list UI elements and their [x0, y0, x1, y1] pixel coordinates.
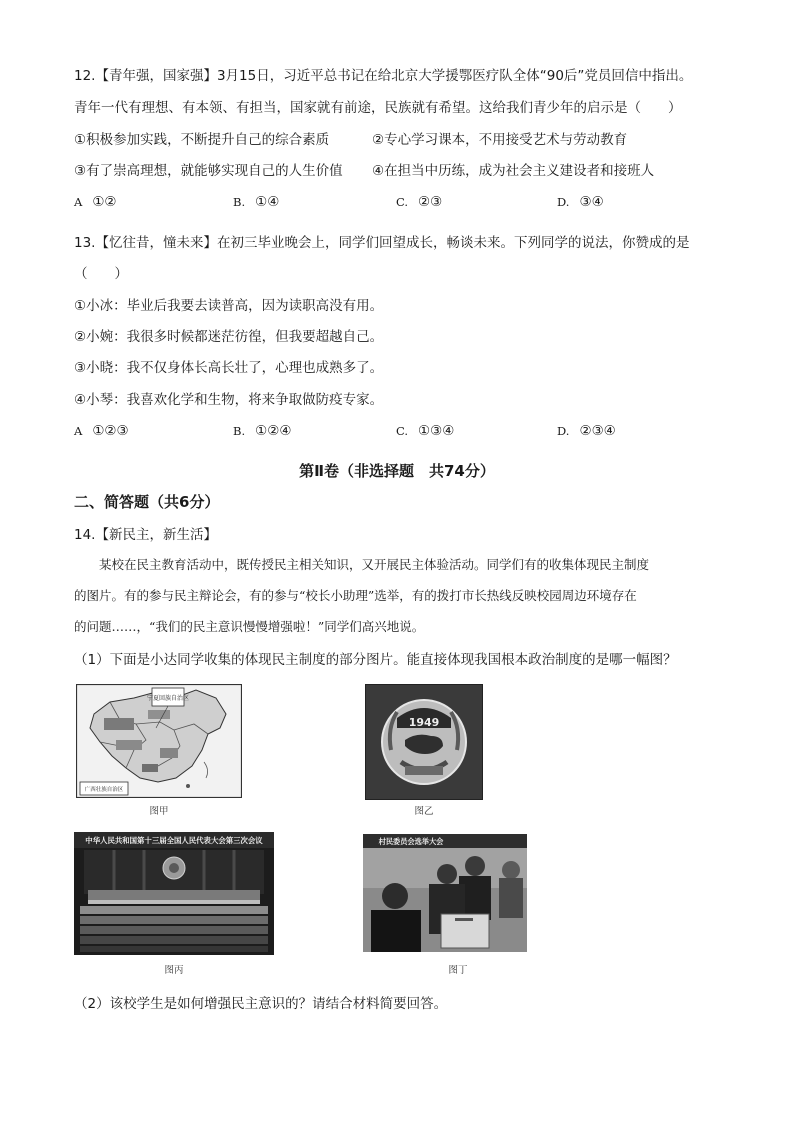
option-letter: D.	[557, 424, 570, 438]
option-text: ①③④	[418, 423, 455, 439]
q12-option-b[interactable]	[233, 193, 279, 211]
option-text: ②③④	[579, 423, 616, 439]
npc-banner: 中华人民共和国第十三届全国人民代表大会第三次会议	[85, 836, 263, 845]
q13-stem-line1: 13.【忆往昔，憧未来】在初三毕业晚会上，同学们回望成长，畅谈未来。下列同学的说法，你赞成的是	[74, 235, 690, 251]
figure-ding-village-election	[363, 834, 527, 952]
q13-item-2: ②小婉：我很多时候都迷茫彷徨，但我要超越自己。	[74, 329, 384, 345]
option-letter: A	[74, 195, 83, 209]
option-text: ①②③	[92, 423, 129, 439]
election-banner: 村民委员会选举大会	[378, 837, 444, 846]
q13-item-4: ④小琴：我喜欢化学和生物，将来争取做防疫专家。	[74, 392, 384, 408]
q14-sub2: （2）该校学生是如何增强民主意识的？请结合材料简要回答。	[74, 996, 448, 1012]
option-text: ①④	[255, 194, 280, 210]
option-letter: C.	[396, 424, 409, 438]
emblem-year: 1949	[408, 716, 440, 729]
q14-heading: 14.【新民主，新生活】	[74, 527, 217, 543]
figure-ding-caption: 图丁	[448, 965, 468, 976]
q12-stem-line2: 青年一代有理想、有本领、有担当，国家就有前途，民族就有希望。这给我们青少年的启示是（ ）	[74, 100, 682, 116]
section-ii-title: 第Ⅱ卷（非选择题 共74分）	[299, 462, 495, 480]
q12-option-c[interactable]	[396, 193, 442, 211]
q14-material-line3: 的问题……，“我们的民主意识慢慢增强啦！”同学们高兴地说。	[74, 619, 425, 634]
q13-item-1: ①小冰：毕业后我要去读普高，因为读职高没有用。	[74, 298, 384, 314]
q14-material-line2: 的图片。有的参与民主辩论会，有的参与“校长小助理”选举，有的拨打市长热线反映校园周边环境存在	[74, 588, 637, 603]
q12-item-3: ③有了崇高理想，就能够实现自己的人生价值	[74, 163, 343, 179]
figure-jia-caption: 图甲	[149, 806, 169, 817]
option-letter: B.	[233, 195, 246, 209]
q13-stem-line2: （ ）	[74, 266, 128, 282]
q14-material-line1: 某校在民主教育活动中，既传授民主相关知识，又开展民主体验活动。同学们有的收集体现民主制度	[74, 557, 650, 572]
map-label-ningxia: 宁夏回族自治区	[146, 695, 190, 702]
figure-bing-npc-hall	[74, 832, 274, 955]
q13-option-c[interactable]	[396, 422, 454, 440]
q14-sub1: （1）下面是小达同学收集的体现民主制度的部分图片。能直接体现我国根本政治制度的是哪一幅图？	[74, 652, 677, 668]
option-text: ③④	[579, 194, 604, 210]
q13-option-b[interactable]	[233, 422, 291, 440]
q12-option-a[interactable]	[74, 193, 117, 211]
option-letter: C.	[396, 195, 409, 209]
map-inset-label: 广西壮族自治区	[84, 787, 124, 793]
q13-item-3: ③小晓：我不仅身体长高长壮了，心理也成熟多了。	[74, 360, 384, 376]
q12-item-4: ④在担当中历练，成为社会主义建设者和接班人	[372, 163, 655, 179]
option-text: ①②④	[255, 423, 292, 439]
part-two-title: 二、简答题（共6分）	[74, 493, 220, 511]
q12-item-2: ②专心学习课本，不用接受艺术与劳动教育	[372, 132, 628, 148]
q12-option-d[interactable]	[557, 193, 604, 211]
q13-option-a[interactable]	[74, 422, 129, 440]
figure-yi-caption: 图乙	[414, 806, 434, 817]
option-text: ②③	[418, 194, 443, 210]
figure-bing-caption: 图丙	[164, 965, 184, 976]
option-letter: B.	[233, 424, 246, 438]
option-letter: A	[74, 424, 83, 438]
option-letter: D.	[557, 195, 570, 209]
option-text: ①②	[92, 194, 117, 210]
figure-yi-emblem	[365, 684, 483, 800]
q13-option-d[interactable]	[557, 422, 616, 440]
q12-item-1: ①积极参加实践，不断提升自己的综合素质	[74, 132, 330, 148]
q12-stem-line1: 12.【青年强，国家强】3月15日，习近平总书记在给北京大学援鄂医疗队全体“90后”党员回信中指出。	[74, 68, 693, 84]
figure-jia-map	[76, 684, 242, 798]
